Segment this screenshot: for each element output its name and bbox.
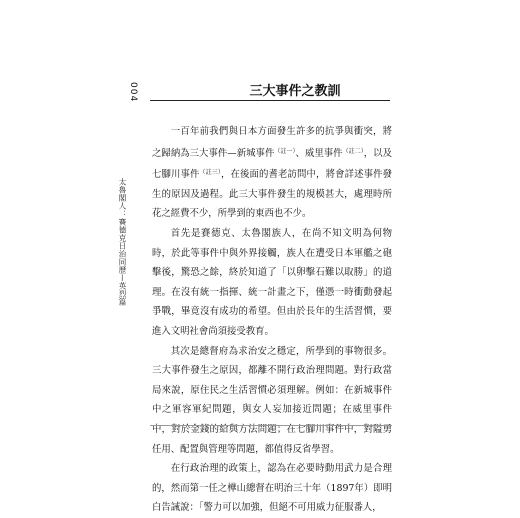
- page-number: 004: [128, 82, 138, 103]
- footnote-ref-3: （註三）: [199, 169, 222, 177]
- paragraph-3: 其次是總督府為求治安之穩定，所學到的事物很多。三大事件發生之原因，都離不開行政治理問題。對行政當局來說，原住民之生活習慣必須理解。例如：在新城事件中之軍容軍紀問題，與女人妄加接近問題；在威里事件中，對於金錢的給與方法問題；在七腳川事件中，對隘勇任用、配置與管理等問題，都值得反省學習。: [152, 345, 392, 455]
- body-text: [152, 122, 392, 518]
- paragraph-1-part-c: ，以及七腳川事件: [152, 147, 392, 181]
- paragraph-1-part-b: 、威里事件: [295, 147, 343, 159]
- paragraph-1: [152, 122, 392, 224]
- paragraph-4: 在行政治理的政策上，認為在必要時動用武力是合理的，然而第一任之樺山總督在明治三十年（1897年）即明白告誡說：「警力可以加強，但絕不可用威力征服番人，: [152, 463, 392, 514]
- footer-divider: [150, 425, 392, 426]
- paragraph-1-part-d: ，在後面的耆老訪問中，將會詳述事件發生的原因及過程。此三大事件發生的規模甚大，處理時所花之經費不少，所學到的東西也不少。: [152, 169, 392, 220]
- paragraph-2: 首先是賽德克、太魯閣族人，在尚不知文明為何物時，於此等事件中與外界接觸，族人在遭受日本軍艦之砲擊後，驚恐之餘，終於知道了「以卵擊石難以取勝」的道理。在沒有統一指揮、統一計畫之下，僅憑一時衝動發起爭戰，畢竟沒有成功的希望。但由於長年的生活習慣，要進入文明社會尚須接受教育。: [152, 227, 392, 337]
- paragraph-1-part-a: 一百年前我們與日本方面發生許多的抗爭與衝突，將之歸納為三大事件—新城事件: [152, 126, 392, 159]
- footnote-ref-2: （註二）: [342, 147, 364, 155]
- running-head: 太魯閣人：賽德克日治同歷—英烈篇: [118, 178, 127, 306]
- title-divider: [150, 100, 390, 101]
- chapter-title: 三大事件之教訓: [249, 84, 341, 99]
- footnote-ref-1: （註一）: [274, 147, 296, 155]
